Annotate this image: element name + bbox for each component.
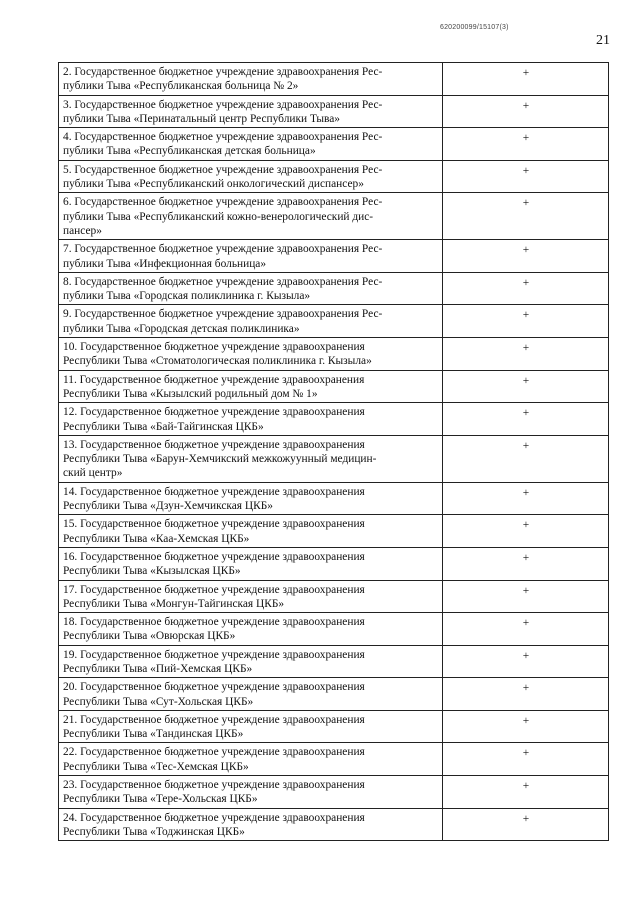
table-row <box>59 338 609 371</box>
table-row <box>59 482 609 515</box>
institution-name-cell <box>59 160 443 193</box>
table-row <box>59 403 609 436</box>
institution-name-cell <box>59 338 443 371</box>
mark-cell <box>443 645 609 678</box>
institution-name-line: публики Тыва «Республиканская больница № 2» <box>63 80 299 93</box>
plus-mark: + <box>522 519 530 532</box>
institution-name-line: Республики Тыва «Тоджинская ЦКБ» <box>63 825 245 838</box>
institution-name-cell <box>59 482 443 515</box>
table-row <box>59 613 609 646</box>
institution-name-line: 21. Государственное бюджетное учреждение здравоохранения <box>63 713 365 726</box>
mark-cell <box>443 435 609 482</box>
institution-name-line: 11. Государственное бюджетное учреждение здравоохранения <box>63 373 365 386</box>
table-row <box>59 160 609 193</box>
institution-name-line: 19. Государственное бюджетное учреждение здравоохранения <box>63 648 365 661</box>
mark-cell <box>443 305 609 338</box>
plus-mark: + <box>522 714 530 727</box>
institution-name-line: 2. Государственное бюджетное учреждение здравоохранения Рес- <box>63 66 383 78</box>
institution-name-line: публики Тыва «Республиканский онкологический диспансер» <box>63 178 364 191</box>
table-row <box>59 128 609 161</box>
table-row <box>59 808 609 841</box>
document-code: 620200099/15107(3) <box>440 24 509 31</box>
mark-cell <box>443 808 609 841</box>
table-row <box>59 515 609 548</box>
plus-mark: + <box>522 132 530 145</box>
institution-name-line: Республики Тыва «Бай-Тайгинская ЦКБ» <box>63 420 264 433</box>
institution-name-line: Республики Тыва «Барун-Хемчикский межкожуунный медицин- <box>63 453 377 466</box>
plus-mark: + <box>522 439 530 452</box>
institution-name-line: 10. Государственное бюджетное учреждение здравоохранения <box>63 341 365 354</box>
institution-name-cell <box>59 645 443 678</box>
institution-name-line: Республики Тыва «Тере-Хольская ЦКБ» <box>63 793 258 806</box>
plus-mark: + <box>522 342 530 355</box>
mark-cell <box>443 240 609 273</box>
institution-name-line: 23. Государственное бюджетное учреждение здравоохранения <box>63 779 365 792</box>
table-row <box>59 580 609 613</box>
institution-name-cell <box>59 808 443 841</box>
institution-name-cell <box>59 240 443 273</box>
institution-name-cell <box>59 305 443 338</box>
institution-name-cell <box>59 613 443 646</box>
institution-name-line: 15. Государственное бюджетное учреждение здравоохранения <box>63 518 365 531</box>
institution-name-cell <box>59 678 443 711</box>
plus-mark: + <box>522 747 530 760</box>
page-number: 21 <box>596 33 610 48</box>
mark-cell <box>443 482 609 515</box>
institution-name-line: Республики Тыва «Стоматологическая поликлиника г. Кызыла» <box>63 355 372 368</box>
institution-name-line: Республики Тыва «Монгун-Тайгинская ЦКБ» <box>63 597 285 610</box>
table-row <box>59 305 609 338</box>
institution-name-cell <box>59 710 443 743</box>
table-row <box>59 193 609 240</box>
institution-name-cell <box>59 370 443 403</box>
plus-mark: + <box>522 649 530 662</box>
institution-name-cell <box>59 580 443 613</box>
plus-mark: + <box>522 309 530 322</box>
plus-mark: + <box>522 617 530 630</box>
institution-name-line: 24. Государственное бюджетное учреждение здравоохранения <box>63 811 365 824</box>
mark-cell <box>443 776 609 809</box>
mark-cell <box>443 743 609 776</box>
institution-name-line: 18. Государственное бюджетное учреждение здравоохранения <box>63 616 365 629</box>
plus-mark: + <box>522 164 530 177</box>
mark-cell <box>443 95 609 128</box>
table-row <box>59 272 609 305</box>
institution-name-line: публики Тыва «Городская детская поликлиника» <box>63 322 300 335</box>
institution-name-line: 9. Государственное бюджетное учреждение здравоохранения Рес- <box>63 308 383 321</box>
table-row <box>59 95 609 128</box>
institution-name-line: ский центр» <box>63 467 123 480</box>
institution-name-cell <box>59 272 443 305</box>
institution-name-line: 22. Государственное бюджетное учреждение здравоохранения <box>63 746 365 759</box>
institution-name-line: 4. Государственное бюджетное учреждение здравоохранения Рес- <box>63 131 383 144</box>
institution-name-line: 8. Государственное бюджетное учреждение здравоохранения Рес- <box>63 275 383 288</box>
mark-cell <box>443 710 609 743</box>
institution-name-line: публики Тыва «Республиканская детская больница» <box>63 145 316 158</box>
institution-name-cell <box>59 435 443 482</box>
institution-name-line: публики Тыва «Перинатальный центр Республики Тыва» <box>63 112 340 125</box>
institution-name-line: 6. Государственное бюджетное учреждение здравоохранения Рес- <box>63 196 383 209</box>
mark-cell <box>443 515 609 548</box>
institution-name-line: 3. Государственное бюджетное учреждение здравоохранения Рес- <box>63 98 383 111</box>
institution-name-line: Республики Тыва «Овюрская ЦКБ» <box>63 630 236 643</box>
plus-mark: + <box>522 812 530 825</box>
mark-cell <box>443 613 609 646</box>
institution-name-line: 5. Государственное бюджетное учреждение здравоохранения Рес- <box>63 163 383 176</box>
plus-mark: + <box>522 407 530 420</box>
mark-cell <box>443 370 609 403</box>
mark-cell <box>443 580 609 613</box>
institution-name-cell <box>59 776 443 809</box>
mark-cell <box>443 678 609 711</box>
institution-name-cell <box>59 63 443 96</box>
institution-name-cell <box>59 95 443 128</box>
institution-name-cell <box>59 743 443 776</box>
plus-mark: + <box>522 244 530 257</box>
institution-name-cell <box>59 547 443 580</box>
table-row <box>59 370 609 403</box>
plus-mark: + <box>522 197 530 210</box>
institution-name-cell <box>59 403 443 436</box>
institution-name-line: 7. Государственное бюджетное учреждение здравоохранения Рес- <box>63 243 383 256</box>
institution-name-line: Республики Тыва «Дзун-Хемчикская ЦКБ» <box>63 500 273 513</box>
institutions-table <box>58 62 609 841</box>
plus-mark: + <box>522 584 530 597</box>
institution-name-cell <box>59 128 443 161</box>
institution-name-line: 14. Государственное бюджетное учреждение здравоохранения <box>63 485 365 498</box>
mark-cell <box>443 63 609 96</box>
table-row <box>59 63 609 96</box>
institution-name-line: публики Тыва «Городская поликлиника г. Кызыла» <box>63 290 311 303</box>
institution-name-line: 17. Государственное бюджетное учреждение здравоохранения <box>63 583 365 596</box>
table-row <box>59 710 609 743</box>
institution-name-line: Республики Тыва «Каа-Хемская ЦКБ» <box>63 532 250 545</box>
mark-cell <box>443 160 609 193</box>
mark-cell <box>443 547 609 580</box>
table-row <box>59 240 609 273</box>
institution-name-line: Республики Тыва «Тандинская ЦКБ» <box>63 728 244 741</box>
institution-name-line: Республики Тыва «Кызылская ЦКБ» <box>63 565 241 578</box>
institution-name-line: публики Тыва «Республиканский кожно-венерологический дис- <box>63 210 374 223</box>
plus-mark: + <box>522 99 530 112</box>
institution-name-line: Республики Тыва «Тес-Хемская ЦКБ» <box>63 760 249 773</box>
institution-name-line: 20. Государственное бюджетное учреждение здравоохранения <box>63 681 365 694</box>
table-row <box>59 743 609 776</box>
table-row <box>59 678 609 711</box>
institution-name-cell <box>59 193 443 240</box>
table-row <box>59 547 609 580</box>
mark-cell <box>443 338 609 371</box>
institution-name-line: 12. Государственное бюджетное учреждение здравоохранения <box>63 406 365 419</box>
institution-name-line: Республики Тыва «Пий-Хемская ЦКБ» <box>63 662 253 675</box>
institution-name-line: Республики Тыва «Сут-Хольская ЦКБ» <box>63 695 254 708</box>
mark-cell <box>443 193 609 240</box>
plus-mark: + <box>522 374 530 387</box>
table-row <box>59 776 609 809</box>
institution-name-line: 16. Государственное бюджетное учреждение здравоохранения <box>63 550 365 563</box>
plus-mark: + <box>522 780 530 793</box>
plus-mark: + <box>522 486 530 499</box>
mark-cell <box>443 403 609 436</box>
institution-name-line: Республики Тыва «Кызылский родильный дом № 1» <box>63 387 318 400</box>
institution-name-line: публики Тыва «Инфекционная больница» <box>63 257 267 270</box>
table-row <box>59 645 609 678</box>
plus-mark: + <box>522 551 530 564</box>
institution-name-line: пансер» <box>63 224 102 237</box>
plus-mark: + <box>522 682 530 695</box>
mark-cell <box>443 272 609 305</box>
institution-name-cell <box>59 515 443 548</box>
institution-name-line: 13. Государственное бюджетное учреждение здравоохранения <box>63 438 365 451</box>
table-row <box>59 435 609 482</box>
plus-mark: + <box>522 276 530 289</box>
mark-cell <box>443 128 609 161</box>
plus-mark: + <box>522 67 530 79</box>
